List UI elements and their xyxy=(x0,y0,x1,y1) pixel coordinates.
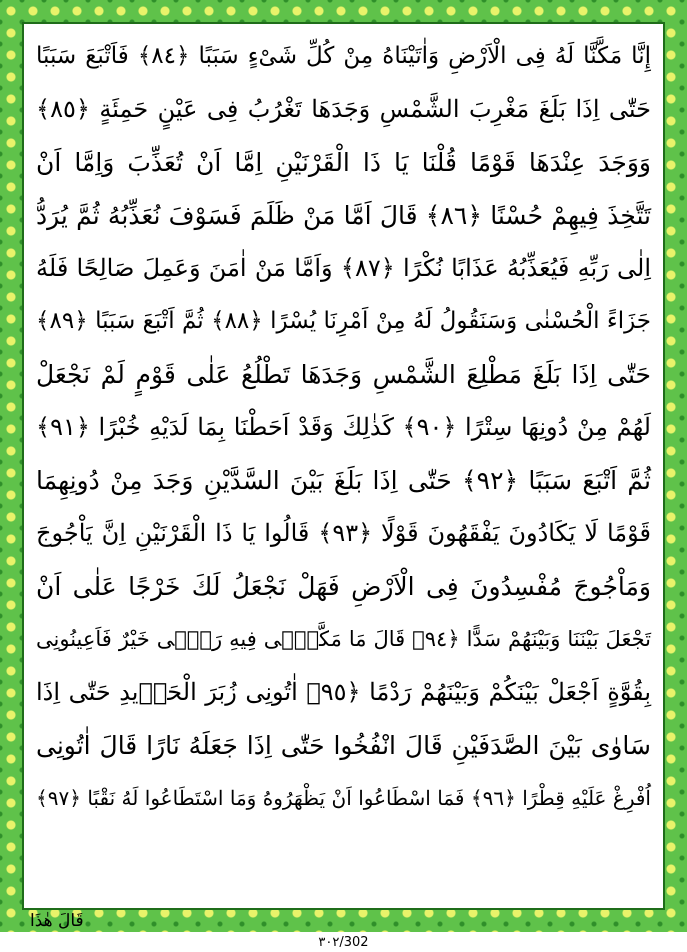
text-line-10: قَوْمًا لَا يَكَادُونَ يَفْقَهُونَ قَوْلًا ﴿٩٣﴾ قَالُوا يَا ذَا الْقَرْنَيْنِ اِنَّ يَاْجُوجَ xyxy=(36,519,651,547)
text-line-13: بِقُوَّةٍ اَجْعَلْ بَيْنَكُمْ وَبَيْنَهُمْ رَدْمًا ﴿٩٥﴾ اٰتُونِى زُبَرَ الْحَد۪يدِ حَتّٰى اِذَا xyxy=(36,678,651,706)
text-line-9: ثُمَّ اَتْبَعَ سَبَبًا ﴿٩٢﴾ حَتّٰى اِذَا بَلَغَ بَيْنَ السَّدَّيْنِ وَجَدَ مِنْ دُونِهِمَا xyxy=(36,466,651,495)
text-line-2: حَتّٰى اِذَا بَلَغَ مَغْرِبَ الشَّمْسِ وَجَدَهَا تَغْرُبُ فِى عَيْنٍ حَمِئَةٍ ﴿٨٥﴾ xyxy=(36,95,651,123)
page-number: ٣٠٢/302 xyxy=(318,935,369,950)
text-line-12: تَجْعَلَ بَيْنَنَا وَبَيْنَهُمْ سَدًّا ﴿٩٤﴾ قَالَ مَا مَكَّنّ۪ى فِيهِ رَبّ۪ى خَيْرٌ فَاَعِينُونِى xyxy=(36,627,651,651)
text-line-14: سَاوٰى بَيْنَ الصَّدَفَيْنِ قَالَ انْفُخُوا حَتّٰى اِذَا جَعَلَهُ نَارًا قَالَ اٰتُونِى xyxy=(36,731,651,760)
text-line-4: تَتَّخِذَ فِيهِمْ حُسْنًا ﴿٨٦﴾ قَالَ اَمَّا مَنْ ظَلَمَ فَسَوْفَ نُعَذِّبُهُ ثُمَّ يُرَدُّ xyxy=(36,201,651,230)
text-line-3: وَوَجَدَ عِنْدَهَا قَوْمًا قُلْنَا يَا ذَا الْقَرْنَيْنِ اِمَّا اَنْ تُعَذِّبَ وَاِمَّا اَنْ xyxy=(36,148,651,177)
catchword: قَالَ هٰذَا xyxy=(30,911,84,931)
text-line-5: اِلٰى رَبِّهِ فَيُعَذِّبُهُ عَذَابًا نُكْرًا ﴿٨٧﴾ وَاَمَّا مَنْ اٰمَنَ وَعَمِلَ صَالِحًا فَلَهُ xyxy=(36,254,652,282)
text-line-15: اُفْرِغْ عَلَيْهِ قِطْرًا ﴿٩٦﴾ فَمَا اسْطَاعُوا اَنْ يَظْهَرُوهُ وَمَا اسْتَطَاعُوا لَهُ نَقْبًا ﴿٩٧﴾ xyxy=(36,786,651,810)
text-line-7: حَتّٰى اِذَا بَلَغَ مَطْلِعَ الشَّمْسِ وَجَدَهَا تَطْلُعُ عَلٰى قَوْمٍ لَمْ نَجْعَلْ xyxy=(36,360,651,389)
text-line-8: لَهُمْ مِنْ دُونِهَا سِتْرًا ﴿٩٠﴾ كَذٰلِكَ وَقَدْ اَحَطْنَا بِمَا لَدَيْهِ خُبْرًا ﴿٩١﴾ xyxy=(36,413,651,441)
quran-text-block xyxy=(30,30,657,902)
text-line-6: جَزَاءً الْحُسْنٰى وَسَنَقُولُ لَهُ مِنْ اَمْرِنَا يُسْرًا ﴿٨٨﴾ ثُمَّ اَتْبَعَ سَبَبًا ﴿٨٩﴾ xyxy=(36,308,651,334)
text-line-1: إِنَّا مَكَّنَّا لَهُ فِى الْاَرْضِ وَاٰتَيْنَاهُ مِنْ كُلِّ شَىْءٍ سَبَبًا ﴿٨٤﴾ فَاَتْبَعَ سَبَبًا xyxy=(36,43,651,69)
text-line-11: وَمَاْجُوجَ مُفْسِدُونَ فِى الْاَرْضِ فَهَلْ نَجْعَلُ لَكَ خَرْجًا عَلٰى اَنْ xyxy=(36,572,651,601)
